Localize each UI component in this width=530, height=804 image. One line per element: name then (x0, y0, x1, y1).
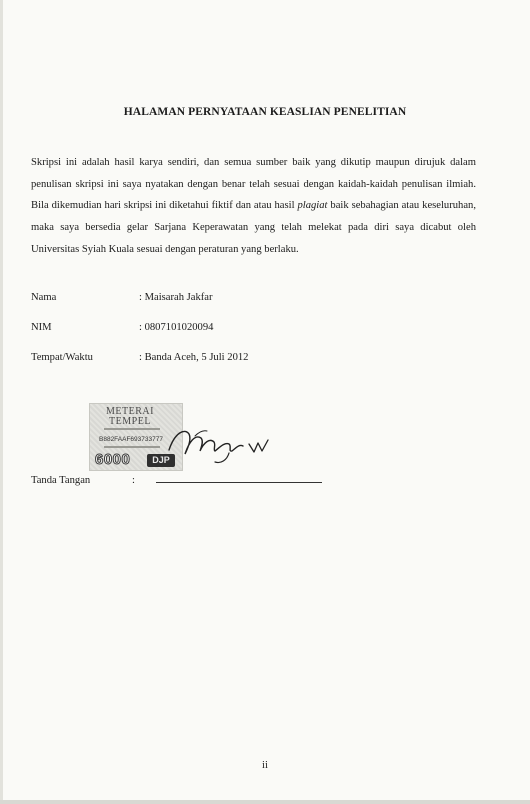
signature-area (85, 400, 265, 472)
field-nama-value: : Maisarah Jakfar (139, 292, 213, 303)
stamp-microtext (104, 428, 160, 430)
page-title: HALAMAN PERNYATAAN KEASLIAN PENELITIAN (123, 106, 407, 118)
paragraph-text-start: Skripsi ini adalah hasil karya sendiri, dan semua sumber baik yang dikutip maupun dirujuk dalam penulisan skripsi ini saya nyatakan dengan benar telah sesuai dengan kaidah-kaidah penulisan ilmiah. Bila dikemudian hari skripsi ini diketahui fiktif dan atau hasil (31, 157, 476, 212)
field-nim-value: : 0807101020094 (139, 322, 214, 333)
paragraph-text-end: baik sebahagian atau keseluruhan, maka saya bersedia gelar Sarjana Keperawatan yang telah melekat pada diri saya dicabut oleh Universitas Syiah Kuala sesuai dengan peraturan yang berlaku. (31, 200, 476, 255)
page-edge-left (0, 0, 3, 804)
field-nama-label: Nama (31, 292, 57, 303)
stamp-title-line1: METERAI (106, 406, 154, 417)
declaration-paragraph (31, 152, 476, 261)
stamp-microtext (104, 446, 160, 448)
handwritten-signature (165, 420, 275, 470)
stamp-serial: B882FAAF693733777 (99, 436, 163, 443)
field-tanda-tangan-separator: : (132, 475, 135, 486)
page-number: ii (262, 760, 268, 771)
field-tempat-waktu-label: Tempat/Waktu (31, 352, 93, 363)
stamp-amount: 6000 (95, 451, 131, 468)
signature-line (156, 482, 322, 483)
stamp-title-line2: TEMPEL (109, 416, 151, 427)
field-tanda-tangan-label: Tanda Tangan (31, 475, 91, 486)
paragraph-italic-term: plagiat (297, 200, 328, 212)
stamp-badge: DJP (147, 454, 175, 467)
field-nim-label: NIM (31, 322, 52, 333)
page-edge-bottom (0, 800, 530, 804)
field-tempat-waktu-value: : Banda Aceh, 5 Juli 2012 (139, 352, 249, 363)
